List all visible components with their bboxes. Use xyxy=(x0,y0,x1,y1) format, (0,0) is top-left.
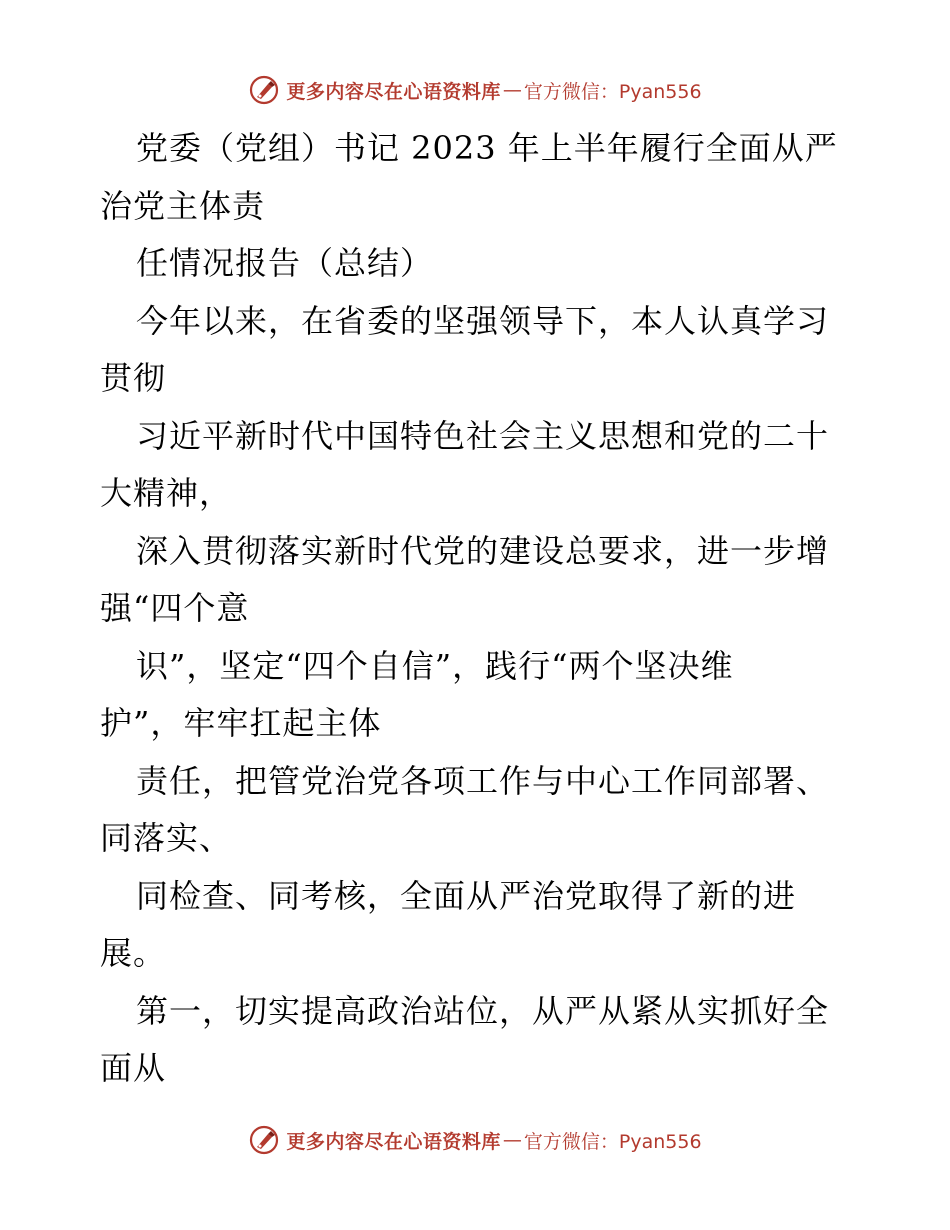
watermark-separator: — xyxy=(502,79,522,101)
paragraph-line: 贯彻 xyxy=(100,359,167,397)
watermark-separator: — xyxy=(502,1129,522,1151)
paragraph-line: 责任，把管党治党各项工作与中心工作同部署、 xyxy=(136,761,830,800)
header-watermark xyxy=(0,72,950,108)
paragraph-line: 治党主体责 xyxy=(100,186,266,225)
paragraph-line: 展。 xyxy=(100,934,167,972)
paragraph-line: 习近平新时代中国特色社会主义思想和党的二十 xyxy=(136,416,830,455)
paragraph-line: 第一，切实提高政治站位，从严从紧从实抓好全 xyxy=(136,991,830,1030)
watermark-site-text: 更多内容尽在心语资料库 xyxy=(286,80,501,103)
paragraph-line: 护”，牢牢扛起主体 xyxy=(100,704,382,742)
paragraph-line: 大精神， xyxy=(100,474,233,512)
paragraph-line: 党委（党组）书记 2023 年上半年履行全面从严 xyxy=(136,129,838,167)
paragraph-line: 同检查、同考核，全面从严治党取得了新的进 xyxy=(136,876,797,915)
footer-watermark xyxy=(0,1122,950,1158)
paragraph-line: 识”，坚定“四个自信”，践行“两个坚决维 xyxy=(136,646,734,685)
paragraph-line: 深入贯彻落实新时代党的建设总要求，进一步增 xyxy=(136,531,830,570)
pen-nib-logo-icon xyxy=(248,74,280,106)
watermark-contact-text: 官方微信：Pyan556 xyxy=(523,80,702,103)
paragraph-line: 强“四个意 xyxy=(100,589,250,627)
paragraph-line: 面从 xyxy=(100,1049,167,1087)
paragraph-line: 任情况报告（总结） xyxy=(136,244,434,282)
watermark-contact-text: 官方微信：Pyan556 xyxy=(523,1130,702,1153)
document-body xyxy=(100,120,860,1098)
watermark-site-text: 更多内容尽在心语资料库 xyxy=(286,1130,501,1153)
paragraph-line: 同落实、 xyxy=(100,819,233,857)
paragraph-line: 今年以来，在省委的坚强领导下，本人认真学习 xyxy=(136,301,830,340)
pen-nib-logo-icon xyxy=(248,1124,280,1156)
